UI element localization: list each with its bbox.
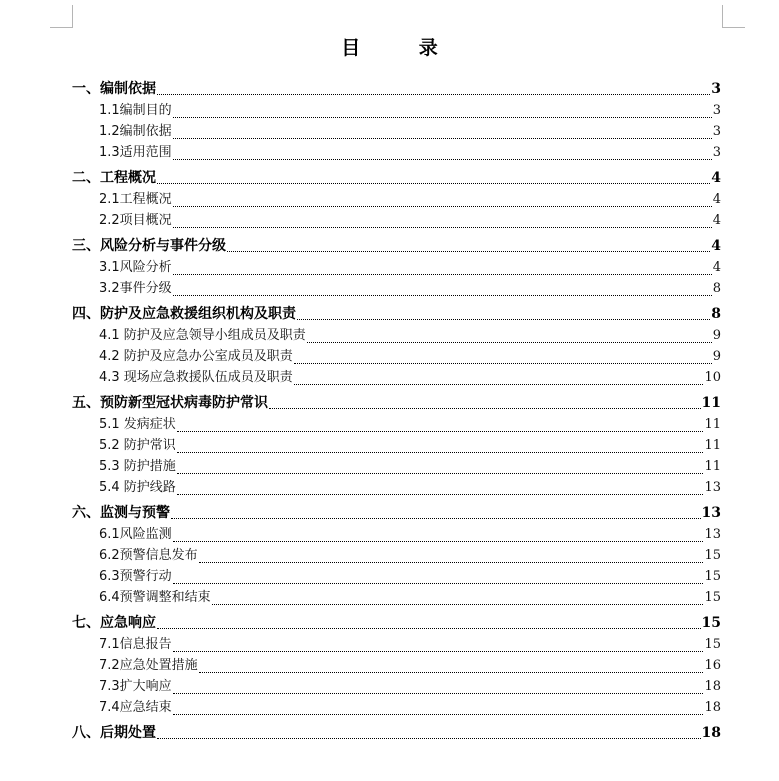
toc-entry-label: 5.2 防护常识 bbox=[99, 437, 176, 456]
toc-dot-leader bbox=[173, 295, 712, 296]
toc-dot-leader bbox=[173, 138, 712, 139]
toc-page-number: 10 bbox=[704, 370, 721, 385]
toc-page-number: 11 bbox=[704, 459, 721, 474]
toc-section-entry[interactable] bbox=[72, 587, 721, 608]
toc-page-number: 11 bbox=[704, 438, 721, 453]
toc-entry-label: 3.1风险分析 bbox=[99, 259, 172, 278]
toc-page-number: 15 bbox=[704, 548, 721, 563]
toc-dot-leader bbox=[157, 94, 710, 95]
toc-chapter-entry[interactable] bbox=[72, 231, 721, 257]
toc-chapter-entry[interactable] bbox=[72, 74, 721, 100]
toc-entry-label: 1.2编制依据 bbox=[99, 123, 172, 142]
toc-entry-label: 7.3扩大响应 bbox=[99, 678, 172, 697]
toc-dot-leader bbox=[173, 541, 704, 542]
toc-page-number: 3 bbox=[711, 81, 721, 97]
toc-section-entry[interactable] bbox=[72, 456, 721, 477]
toc-chapter-entry[interactable] bbox=[72, 163, 721, 189]
toc-entry-label: 6.4预警调整和结束 bbox=[99, 589, 211, 608]
toc-section-entry[interactable] bbox=[72, 346, 721, 367]
toc-entry-label: 3.2事件分级 bbox=[99, 280, 172, 299]
toc-entry-label: 1.3适用范围 bbox=[99, 144, 172, 163]
toc-section-entry[interactable] bbox=[72, 142, 721, 163]
toc-page-number: 4 bbox=[712, 213, 721, 228]
toc-chapter-entry[interactable] bbox=[72, 299, 721, 325]
toc-page-number: 13 bbox=[701, 505, 721, 521]
toc-entry-label: 1.1编制目的 bbox=[99, 102, 172, 121]
toc-entry-label: 2.2项目概况 bbox=[99, 212, 172, 231]
toc-section-entry[interactable] bbox=[72, 477, 721, 498]
toc-page-number: 13 bbox=[704, 480, 721, 495]
toc-entry-label: 2.1工程概况 bbox=[99, 191, 172, 210]
toc-page-number: 18 bbox=[704, 679, 721, 694]
toc-section-entry[interactable] bbox=[72, 435, 721, 456]
toc-entry-label: 7.4应急结束 bbox=[99, 699, 172, 718]
toc-dot-leader bbox=[173, 651, 704, 652]
toc-page-number: 3 bbox=[712, 124, 721, 139]
toc-dot-leader bbox=[212, 604, 704, 605]
toc-page-number: 15 bbox=[704, 637, 721, 652]
toc-dot-leader bbox=[173, 693, 704, 694]
toc-page-number: 4 bbox=[711, 170, 721, 186]
toc-dot-leader bbox=[269, 408, 701, 409]
toc-page-number: 8 bbox=[712, 281, 721, 296]
toc-section-entry[interactable] bbox=[72, 655, 721, 676]
toc-page-number: 18 bbox=[701, 725, 721, 741]
toc-dot-leader bbox=[199, 562, 704, 563]
toc-entry-label: 4.3 现场应急救援队伍成员及职责 bbox=[99, 369, 293, 388]
toc-entry-label: 6.3预警行动 bbox=[99, 568, 172, 587]
toc-section-entry[interactable] bbox=[72, 189, 721, 210]
toc-section-entry[interactable] bbox=[72, 210, 721, 231]
toc-dot-leader bbox=[177, 473, 704, 474]
toc-title: 目 录 bbox=[341, 37, 464, 59]
toc-entry-label: 6.2预警信息发布 bbox=[99, 547, 198, 566]
toc-dot-leader bbox=[294, 363, 712, 364]
toc-section-entry[interactable] bbox=[72, 545, 721, 566]
toc-dot-leader bbox=[307, 342, 712, 343]
toc-section-entry[interactable] bbox=[72, 697, 721, 718]
toc-chapter-entry[interactable] bbox=[72, 388, 721, 414]
toc-entry-label: 6.1风险监测 bbox=[99, 526, 172, 545]
toc-entry-label: 三、风险分析与事件分级 bbox=[72, 236, 226, 257]
toc-dot-leader bbox=[157, 628, 701, 629]
page-corner-mark-top-right bbox=[722, 5, 745, 28]
toc-page-number: 11 bbox=[701, 395, 721, 411]
toc-dot-leader bbox=[199, 672, 704, 673]
toc-section-entry[interactable] bbox=[72, 634, 721, 655]
toc-section-entry[interactable] bbox=[72, 414, 721, 435]
toc-entry-label: 七、应急响应 bbox=[72, 613, 156, 634]
toc-entry-label: 四、防护及应急救援组织机构及职责 bbox=[72, 304, 296, 325]
toc-page-number: 3 bbox=[712, 103, 721, 118]
toc-dot-leader bbox=[171, 518, 701, 519]
toc-entry-label: 7.1信息报告 bbox=[99, 636, 172, 655]
toc-section-entry[interactable] bbox=[72, 121, 721, 142]
toc-page-number: 4 bbox=[711, 238, 721, 254]
toc-dot-leader bbox=[157, 183, 710, 184]
toc-section-entry[interactable] bbox=[72, 257, 721, 278]
toc-entry-label: 5.3 防护措施 bbox=[99, 458, 176, 477]
toc-dot-leader bbox=[173, 159, 712, 160]
toc-entry-label: 5.4 防护线路 bbox=[99, 479, 176, 498]
toc-entry-label: 六、监测与预警 bbox=[72, 503, 170, 524]
toc-dot-leader bbox=[177, 431, 704, 432]
toc-page-number: 11 bbox=[704, 417, 721, 432]
toc-entry-label: 5.1 发病症状 bbox=[99, 416, 176, 435]
toc-dot-leader bbox=[294, 384, 704, 385]
toc-dot-leader bbox=[177, 494, 704, 495]
toc-entry-label: 一、编制依据 bbox=[72, 79, 156, 100]
toc-dot-leader bbox=[227, 251, 710, 252]
toc-entry-label: 7.2应急处置措施 bbox=[99, 657, 198, 676]
toc-entry-label: 八、后期处置 bbox=[72, 723, 156, 744]
toc-section-entry[interactable] bbox=[72, 325, 721, 346]
toc-entry-label: 五、预防新型冠状病毒防护常识 bbox=[72, 393, 268, 414]
toc-chapter-entry[interactable] bbox=[72, 608, 721, 634]
table-of-contents bbox=[72, 74, 721, 744]
toc-page-number: 9 bbox=[712, 349, 721, 364]
toc-section-entry[interactable] bbox=[72, 278, 721, 299]
toc-page-number: 15 bbox=[701, 615, 721, 631]
toc-page-number: 15 bbox=[704, 569, 721, 584]
toc-entry-label: 二、工程概况 bbox=[72, 168, 156, 189]
toc-section-entry[interactable] bbox=[72, 676, 721, 697]
toc-dot-leader bbox=[173, 583, 704, 584]
toc-dot-leader bbox=[177, 452, 704, 453]
toc-page-number: 4 bbox=[712, 192, 721, 207]
toc-page-number: 8 bbox=[711, 306, 721, 322]
toc-page-number: 18 bbox=[704, 700, 721, 715]
page-corner-mark-top-left bbox=[50, 5, 73, 28]
toc-dot-leader bbox=[157, 738, 701, 739]
toc-chapter-entry[interactable] bbox=[72, 498, 721, 524]
toc-page-number: 15 bbox=[704, 590, 721, 605]
toc-section-entry[interactable] bbox=[72, 367, 721, 388]
toc-chapter-entry[interactable] bbox=[72, 718, 721, 744]
toc-dot-leader bbox=[173, 274, 712, 275]
toc-entry-label: 4.2 防护及应急办公室成员及职责 bbox=[99, 348, 293, 367]
toc-page-number: 13 bbox=[704, 527, 721, 542]
toc-page-number: 3 bbox=[712, 145, 721, 160]
toc-dot-leader bbox=[173, 117, 712, 118]
toc-dot-leader bbox=[173, 227, 712, 228]
toc-section-entry[interactable] bbox=[72, 566, 721, 587]
toc-page-number: 16 bbox=[704, 658, 721, 673]
toc-page-number: 4 bbox=[712, 260, 721, 275]
toc-dot-leader bbox=[297, 319, 710, 320]
toc-section-entry[interactable] bbox=[72, 100, 721, 121]
toc-entry-label: 4.1 防护及应急领导小组成员及职责 bbox=[99, 327, 306, 346]
toc-dot-leader bbox=[173, 206, 712, 207]
toc-dot-leader bbox=[173, 714, 704, 715]
toc-page-number: 9 bbox=[712, 328, 721, 343]
toc-section-entry[interactable] bbox=[72, 524, 721, 545]
